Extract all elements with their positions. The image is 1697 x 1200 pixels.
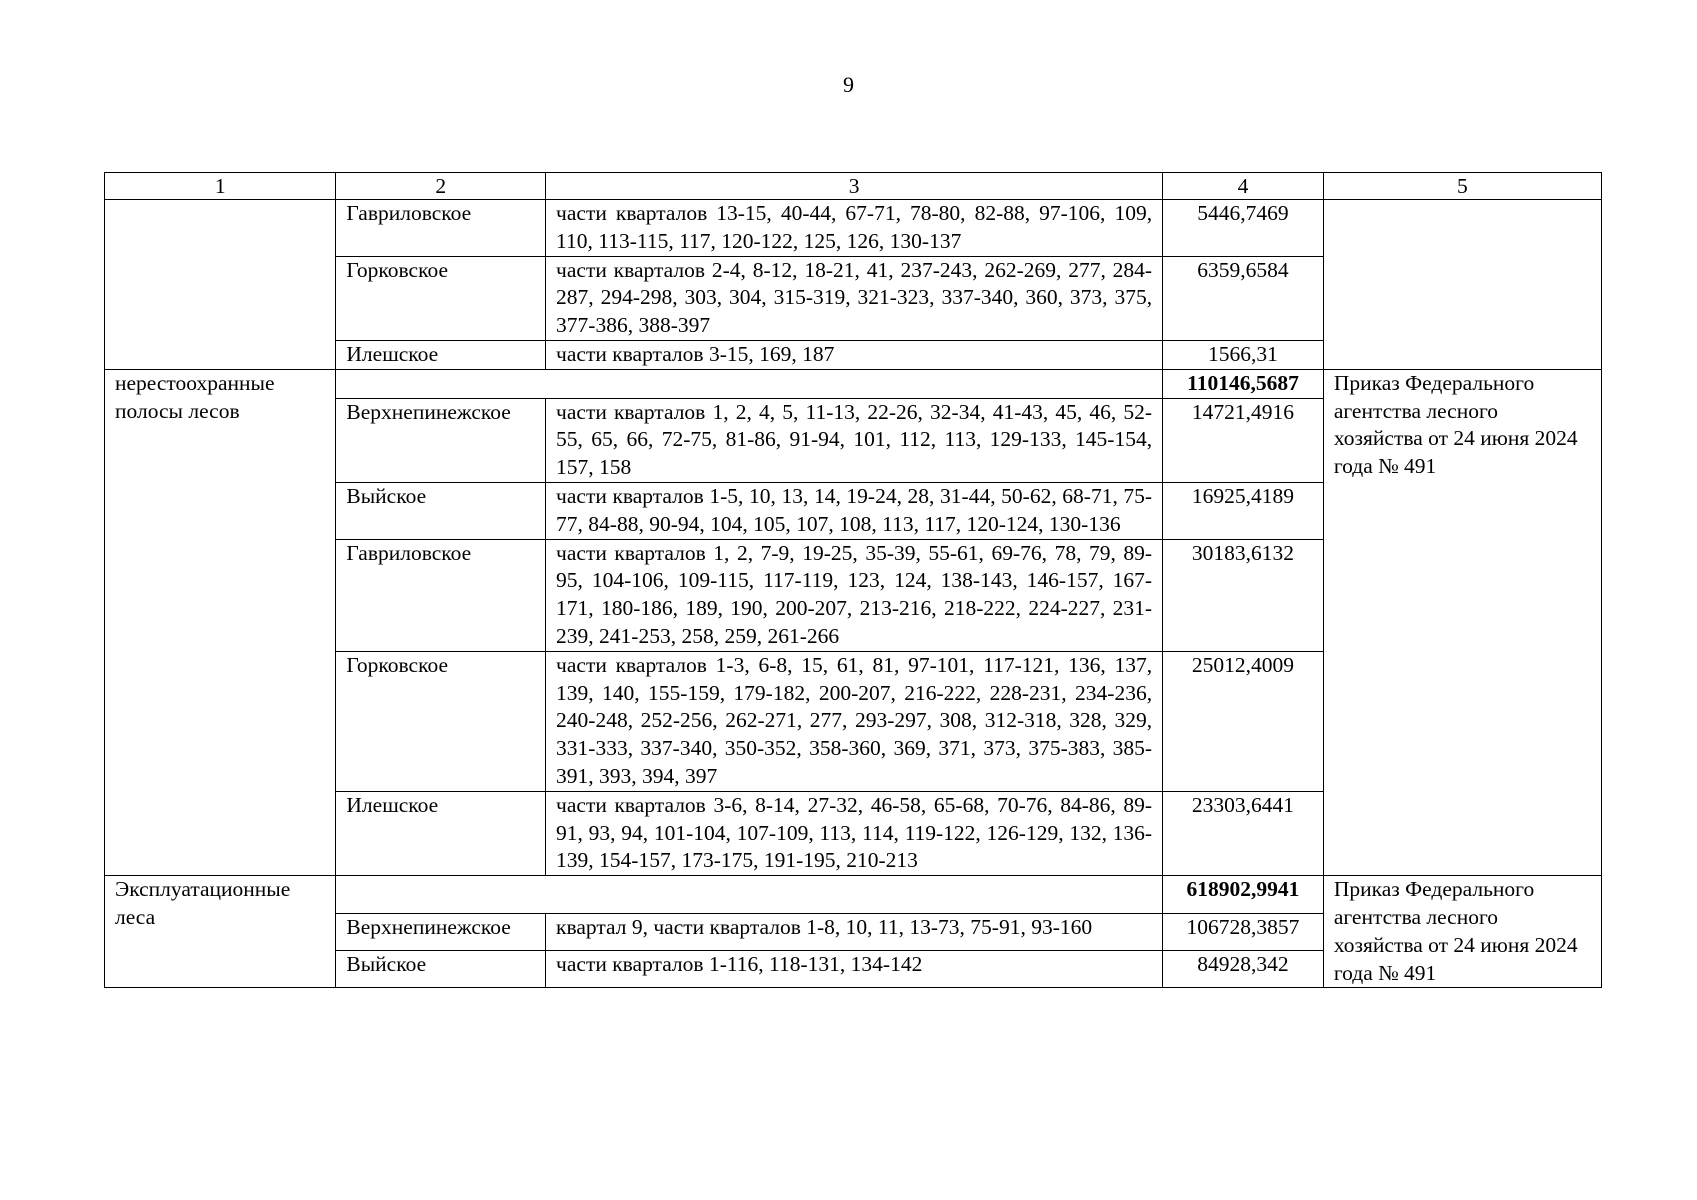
forestry-name: Горковское xyxy=(336,256,546,340)
quarter-parts: части кварталов 3-15, 169, 187 xyxy=(546,340,1163,369)
area-value: 6359,6584 xyxy=(1163,256,1324,340)
quarter-parts: части кварталов 13-15, 40-44, 67-71, 78-80, 82-88, 97-106, 109, 110, 113-115, 117, 120-122, 125, 126, 130-137 xyxy=(546,200,1163,257)
area-value: 84928,342 xyxy=(1163,950,1324,987)
area-value: 25012,4009 xyxy=(1163,651,1324,791)
forestry-name: Горковское xyxy=(336,651,546,791)
column-number: 1 xyxy=(105,173,336,200)
category-name: нерестоохранные полосы лесов xyxy=(105,369,336,875)
area-value: 1566,31 xyxy=(1163,340,1324,369)
category-total-row xyxy=(105,369,1602,398)
quarter-parts: части кварталов 1-5, 10, 13, 14, 19-24, 28, 31-44, 50-62, 68-71, 75-77, 84-88, 90-94, 104, 105, 107, 108, 113, 117, 120-124, 130-136 xyxy=(546,482,1163,539)
forest-zones-table xyxy=(104,172,1602,988)
category-total-area: 618902,9941 xyxy=(1163,876,1324,913)
forestry-name: Верхнепинежское xyxy=(336,913,546,950)
forestry-name: Выйское xyxy=(336,950,546,987)
forestry-name: Илешское xyxy=(336,791,546,875)
area-value: 106728,3857 xyxy=(1163,913,1324,950)
quarter-parts: квартал 9, части кварталов 1-8, 10, 11, 13-73, 75-91, 93-160 xyxy=(546,913,1163,950)
forestry-name: Илешское xyxy=(336,340,546,369)
area-value: 30183,6132 xyxy=(1163,539,1324,651)
area-value: 16925,4189 xyxy=(1163,482,1324,539)
column-number: 5 xyxy=(1323,173,1601,200)
table-row xyxy=(105,200,1602,257)
column-number: 4 xyxy=(1163,173,1324,200)
quarter-parts: части кварталов 1, 2, 7-9, 19-25, 35-39, 55-61, 69-76, 78, 79, 89-95, 104-106, 109-115, 117-119, 123, 124, 138-143, 146-157, 167-171, 180-186, 189, 190, 200-207, 213-216, 218-222, 224-227, 231-239, 241-253, 258, 259, 261-266 xyxy=(546,539,1163,651)
legal-document: Приказ Федерального агентства лесного хозяйства от 24 июня 2024 года № 491 xyxy=(1323,369,1601,875)
legal-document: Приказ Федерального агентства лесного хозяйства от 24 июня 2024 года № 491 xyxy=(1323,876,1601,988)
quarter-parts: части кварталов 2-4, 8-12, 18-21, 41, 237-243, 262-269, 277, 284-287, 294-298, 303, 304, 315-319, 321-323, 337-340, 360, 373, 375, 377-386, 388-397 xyxy=(546,256,1163,340)
forestry-name: Выйское xyxy=(336,482,546,539)
quarter-parts: части кварталов 1, 2, 4, 5, 11-13, 22-26, 32-34, 41-43, 45, 46, 52-55, 65, 66, 72-75, 81-86, 91-94, 101, 112, 113, 129-133, 145-154, 157, 158 xyxy=(546,398,1163,482)
column-number-row xyxy=(105,173,1602,200)
page-number: 9 xyxy=(843,72,854,97)
category-total-row xyxy=(105,876,1602,913)
document-cell-empty xyxy=(1323,200,1601,370)
category-cell-empty xyxy=(105,200,336,370)
total-label-empty xyxy=(336,876,1163,913)
forestry-name: Верхнепинежское xyxy=(336,398,546,482)
forestry-name: Гавриловское xyxy=(336,200,546,257)
quarter-parts: части кварталов 1-3, 6-8, 15, 61, 81, 97-101, 117-121, 136, 137, 139, 140, 155-159, 179-182, 200-207, 216-222, 228-231, 234-236, 240-248, 252-256, 262-271, 277, 293-297, 308, 312-318, 328, 329, 331-333, 337-340, 350-352, 358-360, 369, 371, 373, 375-383, 385-391, 393, 394, 397 xyxy=(546,651,1163,791)
area-value: 5446,7469 xyxy=(1163,200,1324,257)
total-label-empty xyxy=(336,369,1163,398)
column-number: 3 xyxy=(546,173,1163,200)
quarter-parts: части кварталов 1-116, 118-131, 134-142 xyxy=(546,950,1163,987)
category-name: Эксплуатационные леса xyxy=(105,876,336,988)
forestry-name: Гавриловское xyxy=(336,539,546,651)
category-total-area: 110146,5687 xyxy=(1163,369,1324,398)
area-value: 23303,6441 xyxy=(1163,791,1324,875)
quarter-parts: части кварталов 3-6, 8-14, 27-32, 46-58, 65-68, 70-76, 84-86, 89-91, 93, 94, 101-104, 107-109, 113, 114, 119-122, 126-129, 132, 136-139, 154-157, 173-175, 191-195, 210-213 xyxy=(546,791,1163,875)
column-number: 2 xyxy=(336,173,546,200)
area-value: 14721,4916 xyxy=(1163,398,1324,482)
